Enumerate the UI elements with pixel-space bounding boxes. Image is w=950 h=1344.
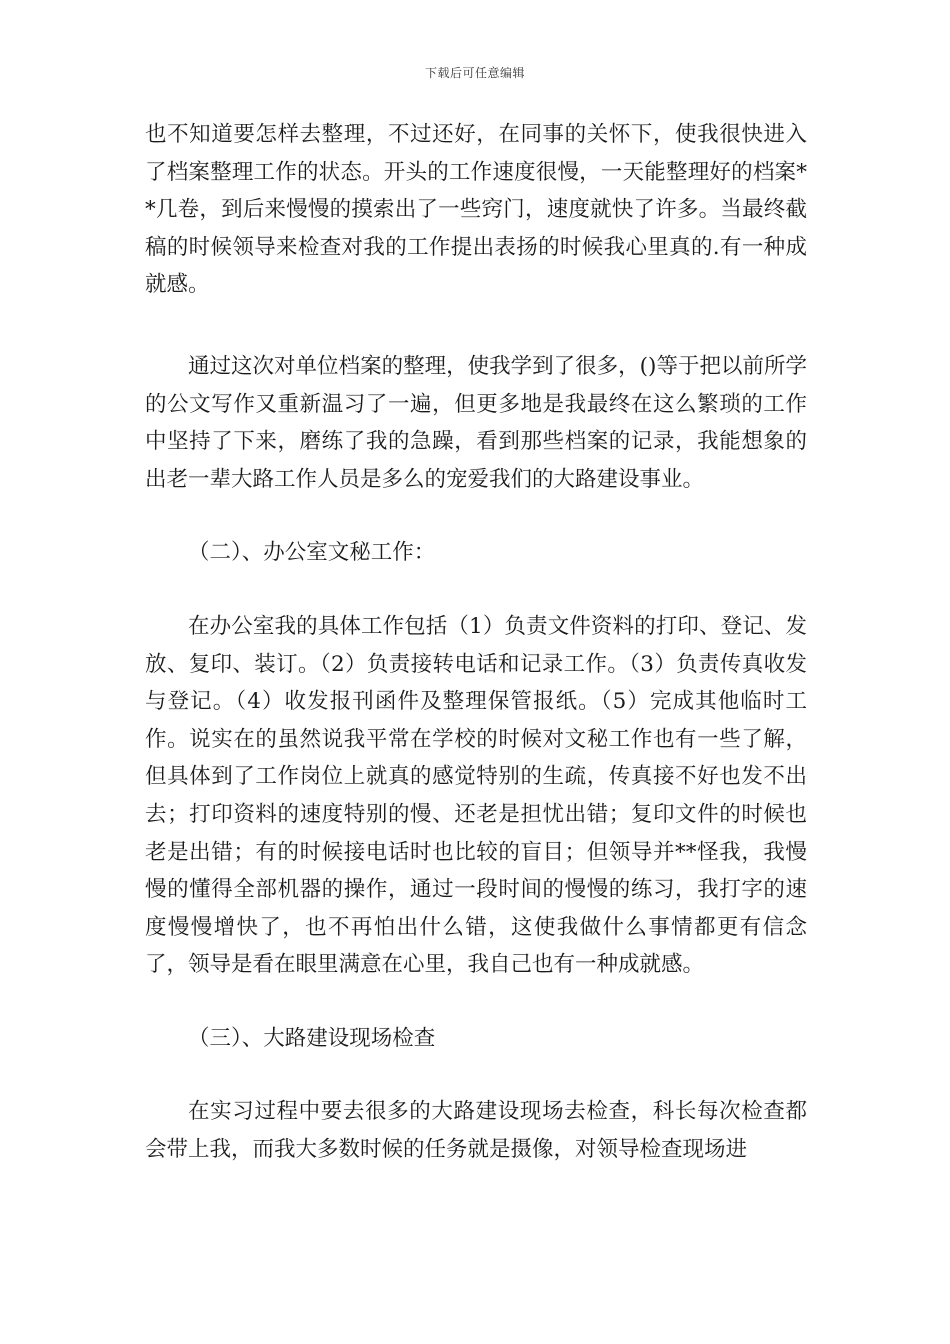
paragraph-spacer <box>145 984 807 1020</box>
document-body <box>145 116 807 1169</box>
section-heading-site-inspection: （三）、大路建设现场检查 <box>188 1025 436 1051</box>
paragraph-office-duties: 在办公室我的具体工作包括（1）负责文件资料的打印、登记、发放、复印、装订。（2）负责接转电话和记录工作。（3）负责传真收发与登记。（4）收发报刊函件及整理保管报纸。（5）完成其他临时工作。说实在的虽然说我平常在学校的时候对文秘工作也有一些了解，但具体到了工作岗位上就真的感觉特别的生疏，传真接不好也发不出去；打印资料的速度特别的慢、还老是担忧出错；复印文件的时候也老是出错；有的时候接电话时也比较的盲目；但领导并**怪我，我慢慢的懂得全部机器的操作，通过一段时间的慢慢的练习，我打字的速度慢慢增快了，也不再怕出什么错，这使我做什么事情都更有信念了，领导是看在眼里满意在心里，我自己也有一种成就感。 <box>145 613 807 978</box>
page-header-note: 下载后可任意编辑 <box>424 66 525 80</box>
paragraph-spacer <box>145 1057 807 1093</box>
paragraph-spacer <box>145 304 807 348</box>
paragraph-archive-work: 也不知道要怎样去整理，不过还好，在同事的关怀下，使我很快进入了档案整理工作的状态。开头的工作速度很慢，一天能整理好的档案**几卷，到后来慢慢的摸索出了一些窍门，速度就快了许多。当最终截稿的时候领导来检查对我的工作提出表扬的时候我心里真的.有一种成就感。 <box>145 122 807 298</box>
paragraph-spacer <box>145 572 807 608</box>
paragraph-archive-reflection: 通过这次对单位档案的整理，使我学到了很多，()等于把以前所学的公文写作又重新温习了一遍，但更多地是我最终在这么繁琐的工作中坚持了下来，磨练了我的急躁，看到那些档案的记录，我能想象的出老一辈大路工作人员是多么的宠爱我们的大路建设事业。 <box>145 353 807 492</box>
paragraph-spacer <box>145 498 807 534</box>
section-heading-office-secretary: （二）、办公室文秘工作： <box>188 540 436 566</box>
paragraph-site-inspection: 在实习过程中要去很多的大路建设现场去检查，科长每次检查都会带上我，而我大多数时候的任务就是摄像，对领导检查现场进 <box>145 1099 807 1163</box>
